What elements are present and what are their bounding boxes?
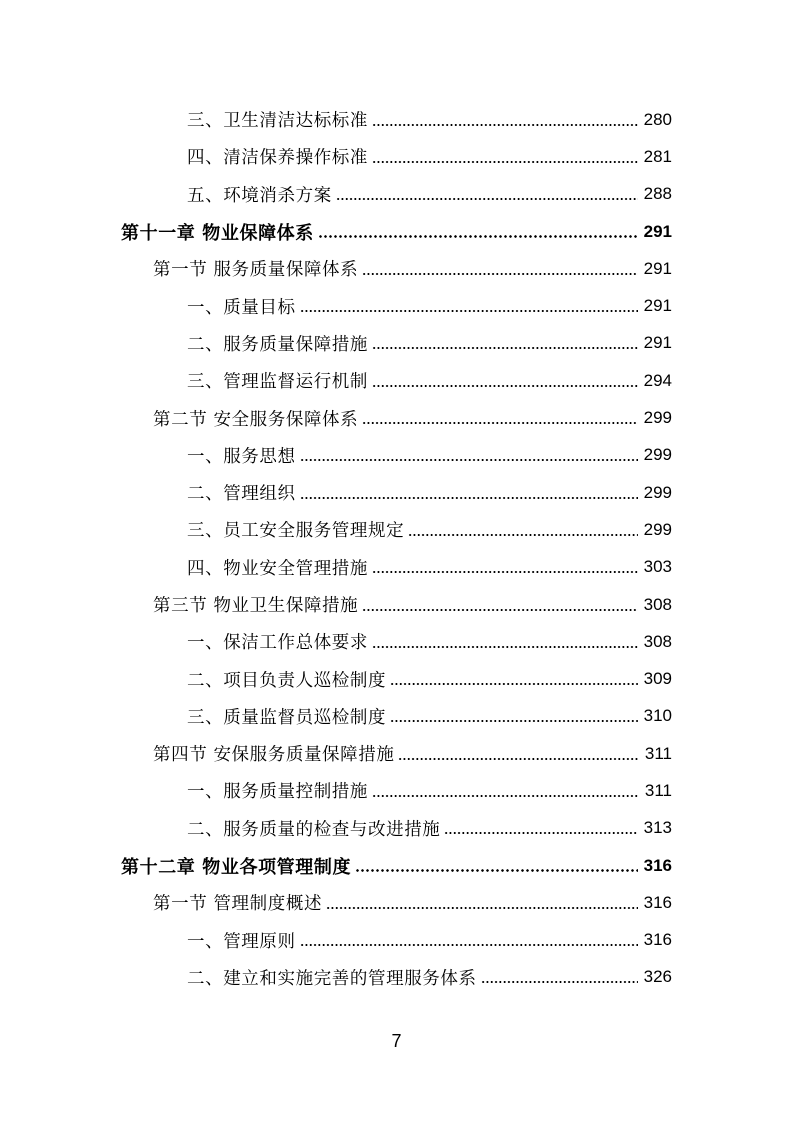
toc-entry-page: 288: [643, 184, 672, 204]
toc-entry-section[interactable]: [0, 399, 793, 436]
toc-entry-section[interactable]: [0, 586, 793, 623]
dot-leader: [336, 198, 638, 200]
toc-entry-page: 299: [643, 408, 672, 428]
toc-entry-item[interactable]: [0, 511, 793, 548]
dot-leader: [372, 161, 638, 163]
dot-leader: [390, 683, 638, 685]
toc-entry-item[interactable]: [0, 959, 793, 996]
toc-entry-title: 二、服务质量的检查与改进措施: [187, 819, 441, 840]
toc-entry-item[interactable]: [0, 474, 793, 511]
toc-entry-title: 一、质量目标: [187, 297, 296, 318]
toc-entry-page: 299: [643, 482, 672, 502]
dot-leader: [300, 459, 638, 461]
toc-entry-title: 第一节 服务质量保障体系: [153, 260, 359, 281]
toc-entry-section[interactable]: [0, 250, 793, 287]
toc-entry-page: 309: [643, 669, 672, 689]
toc-entry-title: 一、服务思想: [187, 446, 296, 467]
toc-entry-page: 308: [643, 631, 672, 651]
toc-entry-page: 280: [643, 109, 672, 129]
toc-entry-item[interactable]: [0, 698, 793, 735]
toc-entry-title: 第二节 安全服务保障体系: [153, 409, 359, 430]
dot-leader: [318, 235, 638, 238]
toc-entry-item[interactable]: [0, 362, 793, 399]
toc-entry-section[interactable]: [0, 735, 793, 772]
dot-leader: [408, 534, 638, 536]
page-number: 7: [391, 1031, 402, 1051]
dot-leader: [326, 907, 638, 909]
toc-entry-page: 303: [643, 557, 672, 577]
toc-entry-title: 四、物业安全管理措施: [187, 558, 368, 579]
toc-entry-title: 三、员工安全服务管理规定: [187, 521, 405, 542]
toc-entry-page: 316: [643, 892, 672, 912]
toc-entry-page: 313: [643, 818, 672, 838]
toc-entry-item[interactable]: [0, 549, 793, 586]
toc-entry-title: 一、服务质量控制措施: [187, 782, 368, 803]
toc-entry-title: 第十一章 物业保障体系: [121, 222, 314, 244]
toc-entry-page: 326: [643, 967, 672, 987]
toc-entry-item[interactable]: [0, 810, 793, 847]
toc-entry-title: 四、清洁保养操作标准: [187, 148, 368, 169]
toc-entry-title: 第四节 安保服务质量保障措施: [153, 745, 395, 766]
toc-entry-page: 294: [643, 370, 672, 390]
dot-leader: [481, 981, 638, 983]
dot-leader: [362, 422, 638, 424]
toc-entry-item[interactable]: [0, 772, 793, 809]
toc-entry-title: 一、保洁工作总体要求: [187, 633, 368, 654]
dot-leader: [398, 758, 638, 760]
toc-entry-page: 299: [643, 519, 672, 539]
dot-leader: [372, 385, 638, 387]
toc-entry-item[interactable]: [0, 176, 793, 213]
dot-leader: [300, 310, 638, 312]
toc-entry-page: 311: [644, 780, 672, 800]
dot-leader: [372, 795, 638, 797]
toc-entry-item[interactable]: [0, 101, 793, 138]
toc-entry-page: 310: [643, 706, 672, 726]
toc-entry-title: 二、服务质量保障措施: [187, 334, 368, 355]
dot-leader: [300, 944, 638, 946]
toc-entry-title: 一、管理原则: [187, 931, 296, 952]
dot-leader: [362, 609, 638, 611]
toc-entry-item[interactable]: [0, 437, 793, 474]
toc-entry-title: 第十二章 物业各项管理制度: [121, 856, 352, 878]
toc-entry-title: 二、建立和实施完善的管理服务体系: [187, 968, 477, 989]
toc-entry-title: 三、卫生清洁达标标准: [187, 111, 368, 132]
toc-entry-item[interactable]: [0, 138, 793, 175]
toc-entry-page: 281: [643, 146, 672, 166]
dot-leader: [372, 347, 638, 349]
toc-entry-page: 291: [643, 221, 672, 241]
toc-entry-title: 二、项目负责人巡检制度: [187, 670, 387, 691]
toc-entry-title: 三、质量监督员巡检制度: [187, 707, 387, 728]
dot-leader: [444, 832, 638, 834]
toc-entry-title: 五、环境消杀方案: [187, 185, 332, 206]
toc-entry-chapter[interactable]: [0, 213, 793, 250]
toc-entry-chapter[interactable]: [0, 847, 793, 884]
toc-entry-page: 291: [643, 296, 672, 316]
toc-entry-title: 三、管理监督运行机制: [187, 372, 368, 393]
dot-leader: [372, 124, 638, 126]
toc-entry-title: 第一节 管理制度概述: [153, 894, 323, 915]
dot-leader: [372, 571, 638, 573]
dot-leader: [355, 869, 638, 872]
toc-entry-title: 二、管理组织: [187, 484, 296, 505]
toc-entry-item[interactable]: [0, 623, 793, 660]
toc-entry-section[interactable]: [0, 884, 793, 921]
toc-entry-item[interactable]: [0, 287, 793, 324]
toc-entry-item[interactable]: [0, 660, 793, 697]
toc-entry-page: 316: [643, 930, 672, 950]
toc-entry-item[interactable]: [0, 922, 793, 959]
toc-entry-page: 316: [643, 855, 672, 875]
toc-entry-page: 291: [643, 333, 672, 353]
toc-entry-page: 299: [643, 445, 672, 465]
dot-leader: [390, 720, 638, 722]
dot-leader: [300, 497, 638, 499]
toc-entry-page: 308: [643, 594, 672, 614]
table-of-contents: [0, 101, 793, 996]
toc-entry-item[interactable]: [0, 325, 793, 362]
toc-entry-title: 第三节 物业卫生保障措施: [153, 596, 359, 616]
toc-entry-page: 311: [644, 743, 672, 763]
dot-leader: [362, 273, 638, 275]
toc-entry-page: 291: [643, 258, 672, 278]
dot-leader: [372, 646, 638, 648]
